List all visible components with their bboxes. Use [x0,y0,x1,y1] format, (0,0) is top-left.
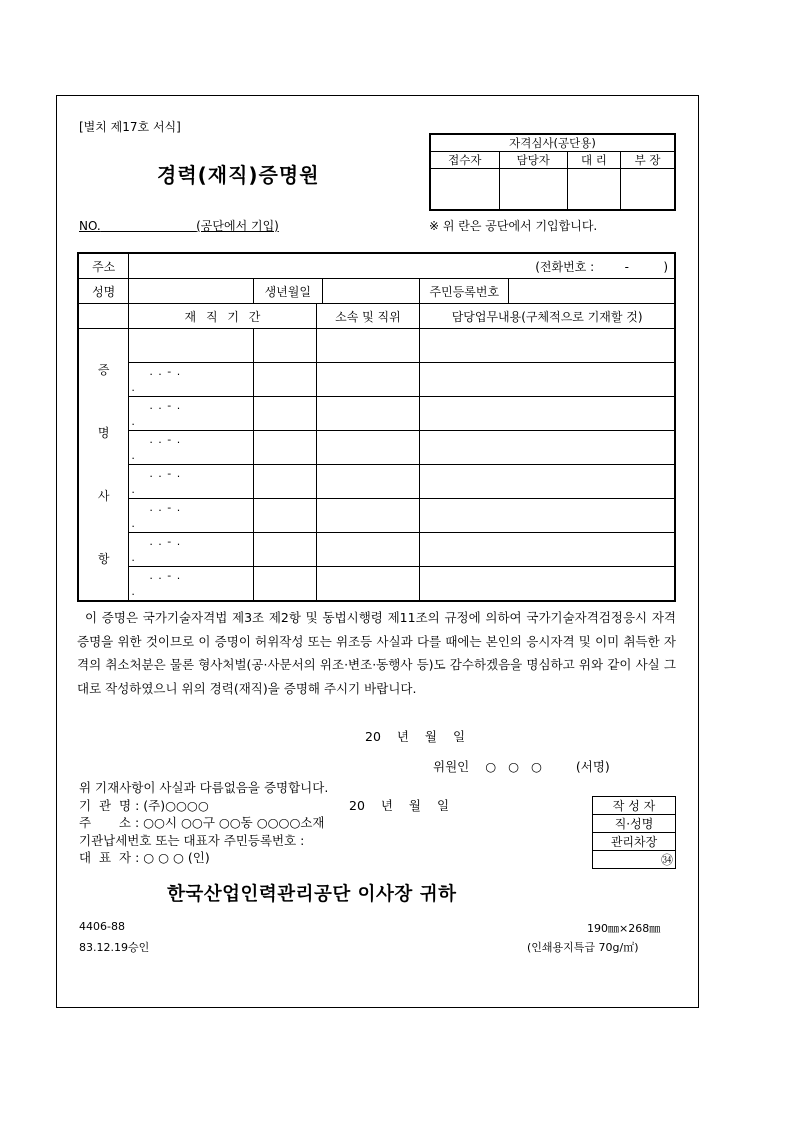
name-label: 성명 [78,279,129,304]
number-spacer[interactable] [101,219,196,233]
applicant-sign: (서명) [575,759,610,774]
applicant-label: 위원인 [433,759,470,774]
resident-field[interactable] [509,279,674,303]
page-title: 경력(재직)증명원 [157,163,320,187]
dept-field[interactable] [316,363,420,397]
cert-statement: 위 기재사항이 사실과 다름없음을 증명합니다. [79,780,329,795]
number-hint: (공단에서 기입) [196,219,279,233]
period-field[interactable]: . . - . . [129,363,253,397]
resident-label: 주민등록번호 [420,279,509,303]
period-extra-field[interactable] [253,363,316,397]
duty-field[interactable] [420,465,675,499]
review-box [429,133,676,211]
dept-field[interactable] [316,329,420,363]
period-field[interactable]: . . - . . [129,397,253,431]
duty-field[interactable] [420,397,675,431]
dept-field[interactable] [316,533,420,567]
review-sign-cell[interactable] [621,169,675,211]
review-col-receiver: 접수자 [430,152,499,169]
certification-date[interactable]: 20 년 월 일 [349,798,450,813]
form-number: [별치 제17호 서식] [79,120,181,134]
birth-label: 생년월일 [254,279,323,303]
review-col-deputy: 대 리 [567,152,620,169]
period-extra-field[interactable] [253,499,316,533]
review-col-manager: 담당자 [499,152,567,169]
addr-value[interactable]: : ○○시 ○○구 ○○동 ○○○○소재 [134,815,325,830]
duty-field[interactable] [420,363,675,397]
period-extra-field[interactable] [253,465,316,499]
certification-block [79,779,328,867]
sign-box [592,796,676,869]
duty-field[interactable] [420,533,675,567]
applicant-line [433,757,610,775]
period-field[interactable]: . . - . . [129,499,253,533]
dept-field[interactable] [316,499,420,533]
review-col-director: 부 장 [621,152,675,169]
application-date[interactable]: 20 년 월 일 [365,729,466,744]
approval-date: 83.12.19승인 [79,941,150,954]
sign-box-writer: 작 성 자 [593,797,676,815]
period-header: 재 직 기 간 [129,304,316,329]
recipient-title: 한국산업인력관리공단 이사장 귀하 [167,884,457,905]
period-extra-field[interactable] [253,533,316,567]
seal-cell[interactable] [593,851,676,869]
form-page [56,95,699,1008]
phone-label: (전화번호 : - ) [535,259,668,274]
address-field[interactable] [129,253,675,279]
side-char: 증 [97,362,110,377]
declaration-text: 이 증명은 국가기술자격법 제3조 제2항 및 동법시행령 제11조의 규정에 의하여 국가기술자격검정응시 자격증명을 위한 것이므로 이 증명이 허위작성 또는 위조등 사실과 다를 때에는 본인의 응시자격 및 이미 취득한 자격의 취소처분은 물론 형사처벌(공·사문서의 위조·변조·동행사 등)도 감수하겠음을 명심하고 위와 같이 사실 그대로 작성하였으니 위의 경력(재직)을 증명해 주시기 바랍니다. [77,610,676,696]
rep-value[interactable]: : ○ ○ ○ (인) [135,850,210,865]
side-char: 사 [97,489,110,504]
dept-field[interactable] [316,397,420,431]
period-extra-field[interactable] [253,567,316,602]
dept-field[interactable] [316,465,420,499]
duty-field[interactable] [420,431,675,465]
number-line [79,217,279,234]
review-box-header: 자격심사(공단용) [430,134,675,152]
duty-header: 담당업무내용(구체적으로 기재할 것) [420,304,675,329]
rep-label: 대 표 자 [79,850,132,865]
period-field[interactable]: . . - . . [129,567,253,602]
duty-field[interactable] [420,499,675,533]
tax-label: 기관납세번호 또는 대표자 주민등록번호 : [79,832,305,848]
period-extra-field[interactable] [253,397,316,431]
birth-field[interactable] [323,279,420,303]
name-field[interactable] [129,279,253,304]
form-code: 4406-88 [79,920,125,933]
period-extra-field[interactable] [253,431,316,465]
review-sign-cell[interactable] [499,169,567,211]
period-field[interactable]: . . - . . [129,465,253,499]
side-char: 항 [97,552,110,567]
period-field[interactable] [129,329,253,363]
career-table [77,252,676,602]
paper-size: 190㎜×268㎜ [587,922,661,935]
paper-spec: (인쇄용지특급 70g/㎡) [527,941,639,954]
applicant-name[interactable]: ○ ○ ○ [485,759,546,774]
org-value[interactable]: : (주)○○○○ [135,797,209,813]
review-sign-cell[interactable] [567,169,620,211]
sign-box-title: 직·성명 [593,815,676,833]
dept-field[interactable] [316,431,420,465]
duty-field[interactable] [420,329,675,363]
dept-field[interactable] [316,567,420,602]
period-extra-field[interactable] [253,329,316,363]
sign-box-manager: 관리차장 [593,833,676,851]
number-label: NO. [79,219,101,233]
seal-icon: ㉞ [660,853,673,867]
review-sign-cell[interactable] [430,169,499,211]
office-note: ※ 위 란은 공단에서 기입합니다. [429,219,598,233]
org-label: 기 관 명 [79,797,132,813]
address-label: 주소 [78,253,129,279]
period-field[interactable]: . . - . . [129,533,253,567]
period-field[interactable]: . . - . . [129,431,253,465]
side-char: 명 [97,425,110,440]
dept-header: 소속 및 직위 [316,304,420,329]
duty-field[interactable] [420,567,675,602]
addr-label: 주 소 [79,815,131,830]
certification-side-label [78,329,129,602]
